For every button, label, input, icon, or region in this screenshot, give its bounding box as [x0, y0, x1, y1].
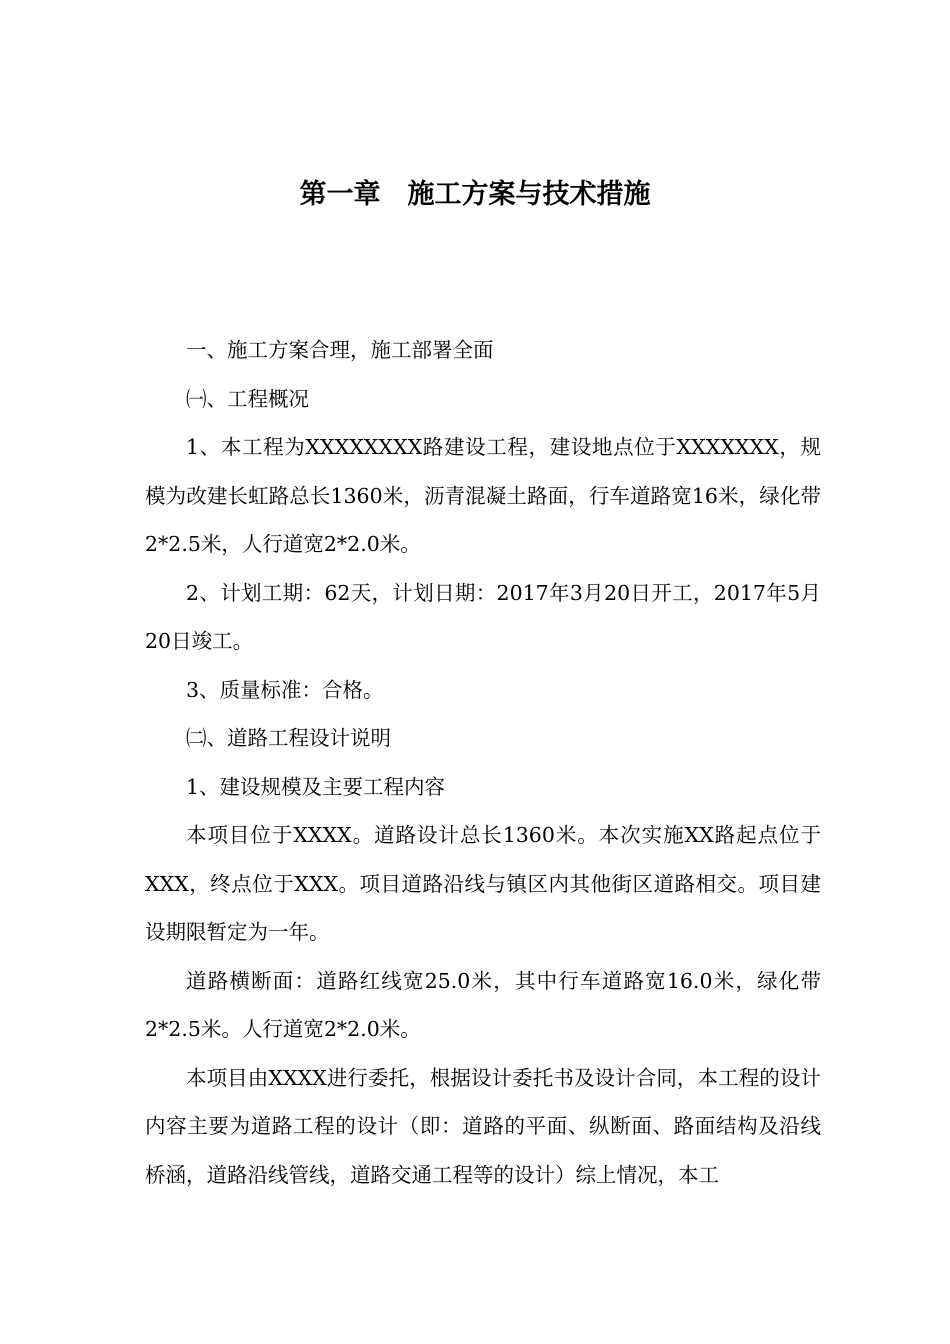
body-paragraph: 本项目由XXXX进行委托，根据设计委托书及设计合同，本工程的设计内容主要为道路工程的设计（即：道路的平面、纵断面、路面结构及沿线桥涵，道路沿线管线，道路交通工程等的设计）综上情况，本工: [145, 1065, 821, 1187]
item-heading: 1、建设规模及主要工程内容: [186, 774, 446, 799]
body-paragraph: 3、质量标准：合格。: [186, 677, 384, 702]
body-paragraph: 本项目位于XXXX。道路设计总长1360米。本次实施XX路起点位于XXX，终点位于XXX。项目道路沿线与镇区内其他街区道路相交。项目建设期限暂定为一年。: [145, 823, 821, 944]
body-paragraph: 1、本工程为XXXXXXXX路建设工程，建设地点位于XXXXXXX，规模为改建长虹路总长1360米，沥青混凝土路面，行车道路宽16米，绿化带2*2.5米，人行道宽2*2.0米。: [145, 435, 821, 556]
subsection-heading: ㈡、道路工程设计说明: [186, 726, 391, 750]
document-body: [145, 326, 821, 1199]
section-heading: 一、施工方案合理，施工部署全面: [186, 338, 494, 362]
body-paragraph: 道路横断面：道路红线宽25.0米，其中行车道路宽16.0米，绿化带2*2.5米。人行道宽2*2.0米。: [145, 968, 821, 1041]
body-paragraph: 2、计划工期：62天，计划日期：2017年3月20日开工，2017年5月20日竣工。: [145, 580, 821, 653]
subsection-heading: ㈠、工程概况: [186, 386, 309, 411]
chapter-title: 第一章 施工方案与技术措施: [299, 179, 651, 210]
